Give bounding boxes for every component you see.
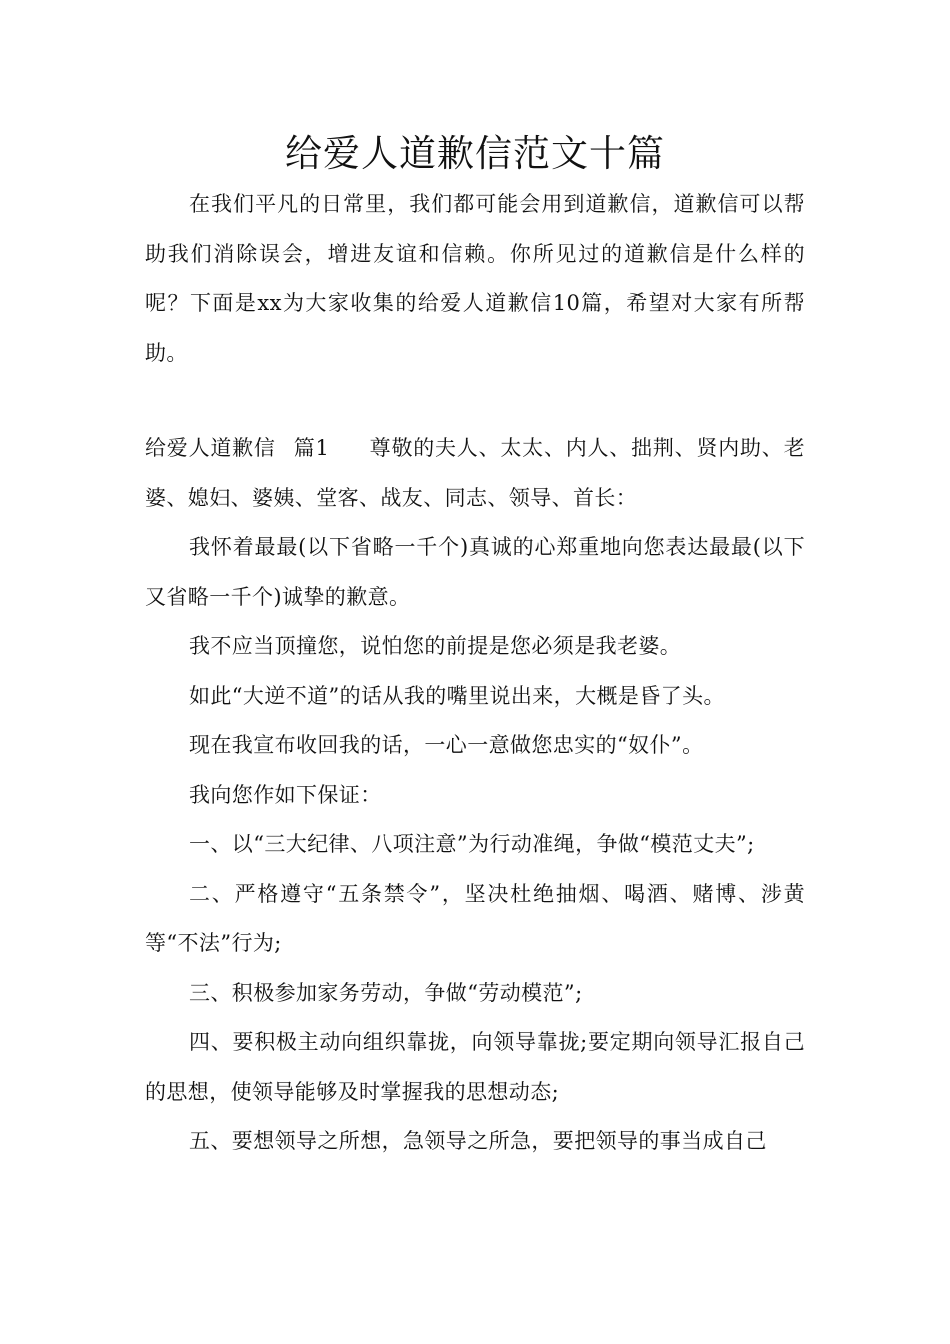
pledge-item: 三、积极参加家务劳动，争做“劳动模范”;: [189, 980, 583, 1005]
document-body: [145, 180, 805, 1167]
body-paragraph: 我怀着最最(以下省略一千个)真诚的心郑重地向您表达最最(以下又省略一千个)诚挚的歉意。: [145, 535, 805, 609]
pledge-item: 二、严格遵守“五条禁令”，坚决杜绝抽烟、喝酒、赌博、涉黄等“不法”行为;: [145, 881, 805, 955]
paragraph-gap: [145, 378, 805, 424]
pledge-item: 五、要想领导之所想，急领导之所急，要把领导的事当成自己: [189, 1129, 767, 1153]
body-paragraph: 现在我宣布收回我的话，一心一意做您忠实的“奴仆”。: [189, 733, 704, 757]
body-paragraph: 我向您作如下保证：: [189, 782, 382, 807]
document-title: 给爱人道歉信范文十篇: [285, 132, 665, 175]
intro-paragraph: 在我们平凡的日常里，我们都可能会用到道歉信，道歉信可以帮助我们消除误会，增进友谊和信赖。你所见过的道歉信是什么样的呢？下面是xx为大家收集的给爱人道歉信10篇，希望对大家有所帮助。: [145, 192, 805, 365]
section-number: 篇1: [293, 436, 330, 460]
pledge-item: 四、要积极主动向组织靠拢，向领导靠拢;要定期向领导汇报自己的思想，使领导能够及时掌握我的思想动态;: [145, 1030, 805, 1104]
pledge-item: 一、以“三大纪律、八项注意”为行动准绳，争做“模范丈夫”;: [189, 832, 755, 856]
section-heading: 给爱人道歉信: [145, 436, 276, 460]
body-paragraph: 如此“大逆不道”的话从我的嘴里说出来，大概是昏了头。: [189, 683, 725, 708]
section-heading-line: [145, 424, 805, 523]
salutation: 尊敬的夫人、太太、内人、拙荆、贤内助、老婆、媳妇、婆姨、堂客、战友、同志、领导、首长：: [145, 436, 805, 510]
body-paragraph: 我不应当顶撞您，说怕您的前提是您必须是我老婆。: [189, 634, 682, 658]
